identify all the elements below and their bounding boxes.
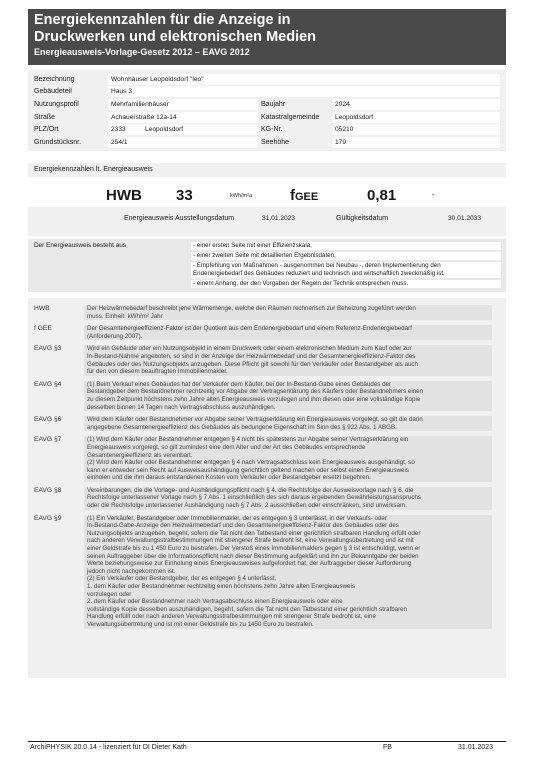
hwb-value: 33: [176, 187, 193, 204]
strasse-value: Achauerstraße 12a-14: [108, 112, 258, 123]
nutzungsprofil-value: Mehrfamilienhäuser: [108, 99, 258, 110]
gebaeudeteil-value: Haus 3: [108, 86, 500, 97]
legal-text: Der Heizwärmebedarf beschreibt jene Wärmemenge, welche den Räumen rechnerisch zur Beheizung zugeführt werden muss. Einheit: kWh/m² Jahr: [84, 305, 492, 320]
legal-row-fgee: [28, 325, 506, 340]
info-row-plz: [34, 123, 500, 136]
energy-indicators-title: Energiekennzahlen lt. Energieausweis: [34, 166, 153, 173]
software-license: ArchiPHYSIK 20.0.14 - lizenziert für DI Dieter Kath: [30, 744, 187, 751]
author-initials: FB: [383, 744, 392, 751]
katastral-value: Leopoldsdorf: [332, 112, 500, 123]
legal-row-eavg6: [28, 416, 506, 431]
plz-label: PLZ/Ort: [34, 126, 59, 134]
fgee-letter: f: [290, 187, 295, 204]
legal-row-eavg7: [28, 436, 506, 482]
document-header: [28, 9, 506, 65]
katastral-label: Katastralgemeinde: [261, 113, 320, 121]
footer-date: 31.01.2023: [458, 744, 494, 751]
legal-row-eavg9: [28, 515, 506, 629]
plz-value: 2333: [111, 126, 126, 134]
certificate-contents: [28, 239, 506, 292]
list-item: - einer ersten Seite mit einer Effizienzskala,: [191, 242, 501, 250]
certificate-contents-label: Der Energieausweis besteht aus: [34, 242, 127, 249]
legal-key: EAVG §7: [34, 436, 62, 444]
subtitle: Energieausweis-Vorlage-Gesetz 2012 – EAVG 2012: [34, 47, 250, 57]
seehoehe-value: 179: [332, 137, 500, 148]
legal-key: EAVG §3: [34, 345, 62, 353]
ort-value: Leopoldsdorf: [145, 126, 184, 134]
info-row-bezeichnung: [34, 73, 500, 86]
kgnr-label: KG-Nr.: [261, 126, 283, 134]
legal-row-eavg3: [28, 345, 506, 375]
list-item: - einer zweiten Seite mit detaillierten Ergebnisdaten,: [191, 252, 501, 260]
grundstueck-value: 254/1: [108, 137, 258, 148]
fgee-subscript: GEE: [295, 191, 319, 203]
info-row-gebaeudeteil: [34, 86, 500, 99]
legal-text: (1) Ein Verkäufer, Bestandgeber oder Immobilienmakler, der es entgegen § 3 unterlässt, in der Verkaufs- oder In-Bestand-Gabe-Anzeige den Heizwärmebedarf und den Gesamtenergieeffizienz-Faktor des Gebäudes oder des Nutzungsobjekts anzugeben, begeht, sofern die Tat nicht den Tatbestand einer gerichtlich strafbaren Handlung erfüllt oder nach anderen Verwaltungsstrafbestimmungen mit strengerer Strafe bedroht ist, eine Verwaltungsübertretung und ist mit einer Geldstrafe bis zu 1 450 Euro zu bestrafen. Der Verstoß eines Immobilienmaklers gegen § 3 ist entschuldigt, wenn er seinen Auftraggeber über die Informationspflicht nach dieser Bestimmung aufgeklärt und ihn zur Bekanntgabe der beiden Werte beziehungsweise zur Einholung eines Energieausweises aufgefordert hat, der Auftraggeber dieser Aufforderung jedoch nicht nachgekommen ist. (2) Ein Verkäufer oder Bestandgeber, der es entgegen § 4 unterlässt, 1. dem Käufer oder Bestandnehmer rechtzeitig einen höchstens zehn Jahre alten Energieausweis vorzulegen oder 2. dem Käufer oder Bestandnehmer nach Vertragsabschluss einen Energieausweis oder eine vollständige Kopie desselben auszuhändigen, begeht, sofern die Tat nicht den Tatbestand einer gerichtlich strafbaren Handlung erfüllt oder nach anderen Verwaltungsstrafbestimmungen mit strengerer Strafe bedroht ist, eine Verwaltungsübertretung und ist mit einer Geldstrafe bis zu 1450 Euro zu bestrafen.: [84, 515, 492, 629]
grundstueck-label: Grundstücksnr.: [34, 138, 82, 146]
legal-text: Vereinbarungen, die die Vorlage- und Aushändigungspflicht nach § 4, die Rechtsfolge der Ausweisvorlage nach § 6, die Rechtsfolge unterlassener Vorlage nach § 7 Abs. 1 einschließlich des sich daraus ergebenden Gewährleistungsanspruchs oder die Rechtsfolge unterlassener Aushändigung nach § 7 Abs. 2 ausschließen oder einschränken, sind unwirksam.: [84, 487, 492, 510]
gueltig-value: 30.01.2033: [448, 215, 482, 222]
nutzungsprofil-label: Nutzungsprofil: [34, 100, 79, 108]
legal-text: Der Gesamtenergieeffizienz-Faktor ist der Quotient aus dem Endenergiebedarf und einem Referenz-Endenergiebedarf (Anforderung 2007).: [84, 325, 492, 340]
baujahr-label: Baujahr: [261, 100, 286, 108]
legal-text: Wird dem Käufer oder Bestandnehmer vor Abgabe seiner Vertragserklärung ein Energieausweis vorgelegt, so gilt die darin angegebene Gesamtenergieeffizienz des Gebäudes als bedungene Eigenschaft im Sinn des § 922 Abs. 1 ABGB.: [84, 416, 492, 431]
page-footer: [28, 741, 506, 751]
legal-key: f GEE: [34, 325, 52, 333]
bezeichnung-value: Wohnhäuser Leopoldsdorf "leo": [108, 74, 500, 85]
gebaeudeteil-label: Gebäudeteil: [34, 88, 72, 96]
kgnr-value: 05210: [332, 124, 500, 135]
hwb-unit: kWh/m²a: [230, 193, 252, 199]
legal-key: HWB: [34, 305, 50, 312]
baujahr-value: 2024: [332, 99, 500, 110]
gueltig-label: Gültigkeitsdatum: [336, 215, 389, 222]
plz-ort-value: [108, 124, 258, 135]
building-info: [28, 70, 506, 151]
fgee-value: 0,81: [367, 187, 397, 204]
energy-indicators: [28, 163, 506, 236]
info-row-nutzung: [34, 98, 500, 111]
legal-text: (1) Wird dem Käufer oder Bestandnehmer entgegen § 4 nicht bis spätestens zur Abgabe seiner Vertragserklärung ein Energieausweis vorgelegt, so gilt zumindest eine dem Alter und der Art des Gebäudes entsprechende Gesamtenergieeffizienz als vereinbart. (2) Wird dem Käufer oder Bestandnehmer entgegen § 4 nach Vertragsabschluss kein Energieausweis ausgehändigt, so kann er entweder sein Recht auf Ausweisaushändigung gerichtlich geltend machen oder selbst einen Energieausweis einholen und die ihm daraus entstandenen Kosten vom Verkäufer oder Bestandgeber ersetzt begehren.: [84, 436, 492, 482]
ausstellung-label: Energieausweis Ausstellungsdatum: [124, 215, 235, 222]
list-item: - einem Anhang, der den Vorgaben der Regeln der Technik entsprechen muss.: [191, 280, 501, 288]
fgee-label: [290, 187, 318, 204]
strasse-label: Straße: [34, 113, 56, 121]
certificate-contents-list: [191, 242, 501, 289]
title-line-2: Druckwerken und elektronischen Medien: [34, 29, 317, 45]
bezeichnung-label: Bezeichnung: [34, 75, 75, 83]
seehoehe-label: Seehöhe: [261, 138, 290, 146]
legal-key: EAVG §8: [34, 486, 62, 494]
fgee-dash: -: [432, 192, 435, 199]
title-line-1: Energiekennzahlen für die Anzeige in: [34, 12, 291, 28]
legal-row-eavg4: [28, 381, 506, 411]
legal-key: EAVG §9: [34, 514, 62, 522]
legal-notes: [28, 298, 506, 678]
info-row-grundstueck: [34, 136, 500, 149]
legal-text: Wird ein Gebäude oder ein Nutzungsobjekt in einem Druckwerk oder einem elektronischen Medium zum Kauf oder zur In-Bestand-Nahme angeboten, so sind in der Anzeige der Heizwärmebedarf und der Gesamtenergieeffizienz-Faktor des Gebäudes oder des Nutzungsobjekts anzugeben. Diese Pflicht gilt sowohl für den Verkäufer oder Bestandgeber als auch für den von diesem beauftragten Immobilienmakler.: [84, 345, 492, 375]
legal-key: EAVG §6: [34, 416, 62, 424]
legal-row-hwb: [28, 305, 506, 320]
info-row-strasse: [34, 111, 500, 124]
ausstellung-value: 31.01.2023: [262, 215, 296, 222]
legal-key: EAVG §4: [34, 380, 62, 388]
legal-row-eavg8: [28, 487, 506, 510]
list-item: - Empfehlung von Maßnahmen - ausgenommen bei Neubau -, deren Implementierung den Endenergiebedarf des Gebäudes reduziert und technisch und wirtschaftlich zweckmäßig ist,: [191, 262, 501, 279]
legal-text: (1) Beim Verkauf eines Gebäudes hat der Verkäufer dem Käufer, bei der In-Bestand-Gabe eines Gebäudes der Bestandgeber dem Bestandnehmer rechtzeitig vor Abgabe der Vertragserklärung des Käufers oder Bestandnehmers einen zu diesem Zeitpunkt höchstens zehn Jahre alten Energieausweis vorzulegen und ihm diesen oder eine vollständige Kopie desselben binnen 14 Tagen nach Vertragsabschluss auszuhändigen.: [84, 381, 492, 411]
hwb-label: HWB: [106, 187, 142, 204]
